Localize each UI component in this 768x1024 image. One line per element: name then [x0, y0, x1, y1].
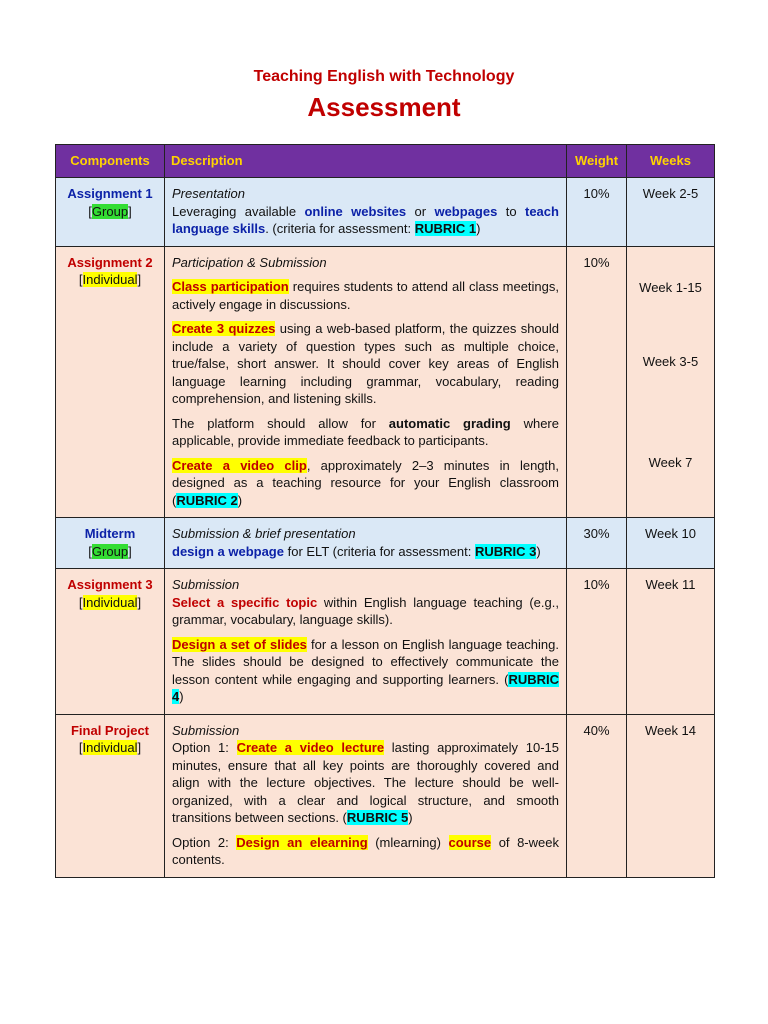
column-header-components: Components	[56, 145, 165, 178]
rubric-badge: RUBRIC 3	[474, 543, 537, 559]
description-paragraph: Create a video clip, approximately 2–3 minutes in length, designed as a teaching resource for your English classroom (RUBRIC 2)	[172, 457, 559, 508]
table-row	[56, 518, 715, 569]
description-paragraph: Design a set of slides for a lesson on English language teaching. The slides should be designed to effectively communicate the lesson content while engaging and supporting learners. (RUBRIC 4)	[172, 636, 560, 704]
weight-cell: 10%	[567, 246, 627, 518]
component-cell	[56, 714, 165, 877]
table-row	[56, 569, 715, 715]
component-name: Final Project	[70, 722, 150, 738]
weeks-cell: Week 2-5	[627, 178, 715, 247]
component-tag: [Group]	[88, 543, 132, 559]
rubric-badge: RUBRIC 4	[172, 671, 559, 704]
week-label: Week 7	[648, 454, 693, 470]
task-type: Participation & Submission	[172, 254, 327, 270]
weight-cell: 30%	[567, 518, 627, 569]
task-type: Submission & brief presentation	[172, 526, 356, 541]
task-type: Presentation	[172, 186, 245, 201]
page-title: Assessment	[307, 92, 461, 122]
assessment-table	[55, 144, 715, 878]
table-row	[56, 246, 715, 518]
component-name: Assignment 3	[67, 577, 153, 592]
column-header-weight: Weight	[567, 145, 627, 178]
weight-cell: 10%	[567, 569, 627, 715]
column-header-description: Description	[165, 145, 567, 178]
component-cell	[56, 518, 165, 569]
task-type: Submission	[172, 722, 240, 738]
column-header-weeks: Weeks	[627, 145, 715, 178]
description-paragraph: Class participation requires students to attend all class meetings, actively engage in discussions.	[172, 279, 559, 312]
week-label: Week 3-5	[642, 354, 699, 369]
component-name: Midterm	[84, 526, 136, 541]
description-cell	[165, 569, 567, 715]
description-paragraph: Option 2: Design an elearning (mlearning) course of 8-week contents.	[172, 834, 559, 867]
component-cell	[56, 569, 165, 715]
description-cell	[165, 246, 567, 518]
weight-cell: 40%	[567, 714, 627, 877]
component-tag: [Individual]	[78, 740, 142, 755]
description-paragraph: Select a specific topic within English language teaching (e.g., grammar, vocabulary, language skills).	[172, 594, 559, 627]
description-paragraph: The platform should allow for automatic grading where applicable, provide immediate feedback to participants.	[172, 415, 559, 448]
weeks-cell: Week 14	[627, 714, 715, 877]
weeks-cell: Week 10	[627, 518, 715, 569]
table-header-row	[56, 145, 715, 178]
component-tag: [Individual]	[78, 272, 142, 287]
description-text: design a webpage for ELT (criteria for assessment: RUBRIC 3)	[172, 543, 541, 559]
weeks-cell	[627, 246, 715, 518]
rubric-badge: RUBRIC 1	[414, 221, 477, 236]
week-label: Week 1-15	[639, 279, 702, 295]
description-cell	[165, 714, 567, 877]
description-cell	[165, 178, 567, 247]
rubric-badge: RUBRIC 2	[176, 492, 238, 508]
table-row	[56, 714, 715, 877]
description-paragraph: Option 1: Create a video lecture lasting approximately 10-15 minutes, ensure that all key points are thoroughly covered and align with the lecture objectives. The lecture should be well-organized, with a clear and logical structure, and smooth transitions between sections. (RUBRIC 5)	[172, 740, 559, 825]
description-text: Leveraging available online websites or webpages to teach language skills. (criteria for assessment: RUBRIC 1)	[172, 203, 559, 236]
component-cell	[56, 246, 165, 518]
course-subtitle: Teaching English with Technology	[253, 68, 515, 85]
weeks-cell: Week 11	[627, 569, 715, 715]
component-cell	[56, 178, 165, 247]
weight-cell: 10%	[567, 178, 627, 247]
component-name: Assignment 1	[67, 186, 153, 201]
description-paragraph: Create 3 quizzes using a web-based platform, the quizzes should include a variety of question types such as multiple choice, true/false, short answer. It should cover key areas of English language learning including grammar, vocabulary, reading comprehension, and listening skills.	[172, 321, 560, 406]
component-name: Assignment 2	[67, 254, 153, 270]
component-tag: [Group]	[88, 203, 132, 219]
task-type: Submission	[172, 577, 240, 592]
component-tag: [Individual]	[78, 594, 142, 610]
rubric-badge: RUBRIC 5	[346, 810, 409, 825]
table-row	[56, 178, 715, 247]
description-cell	[165, 518, 567, 569]
